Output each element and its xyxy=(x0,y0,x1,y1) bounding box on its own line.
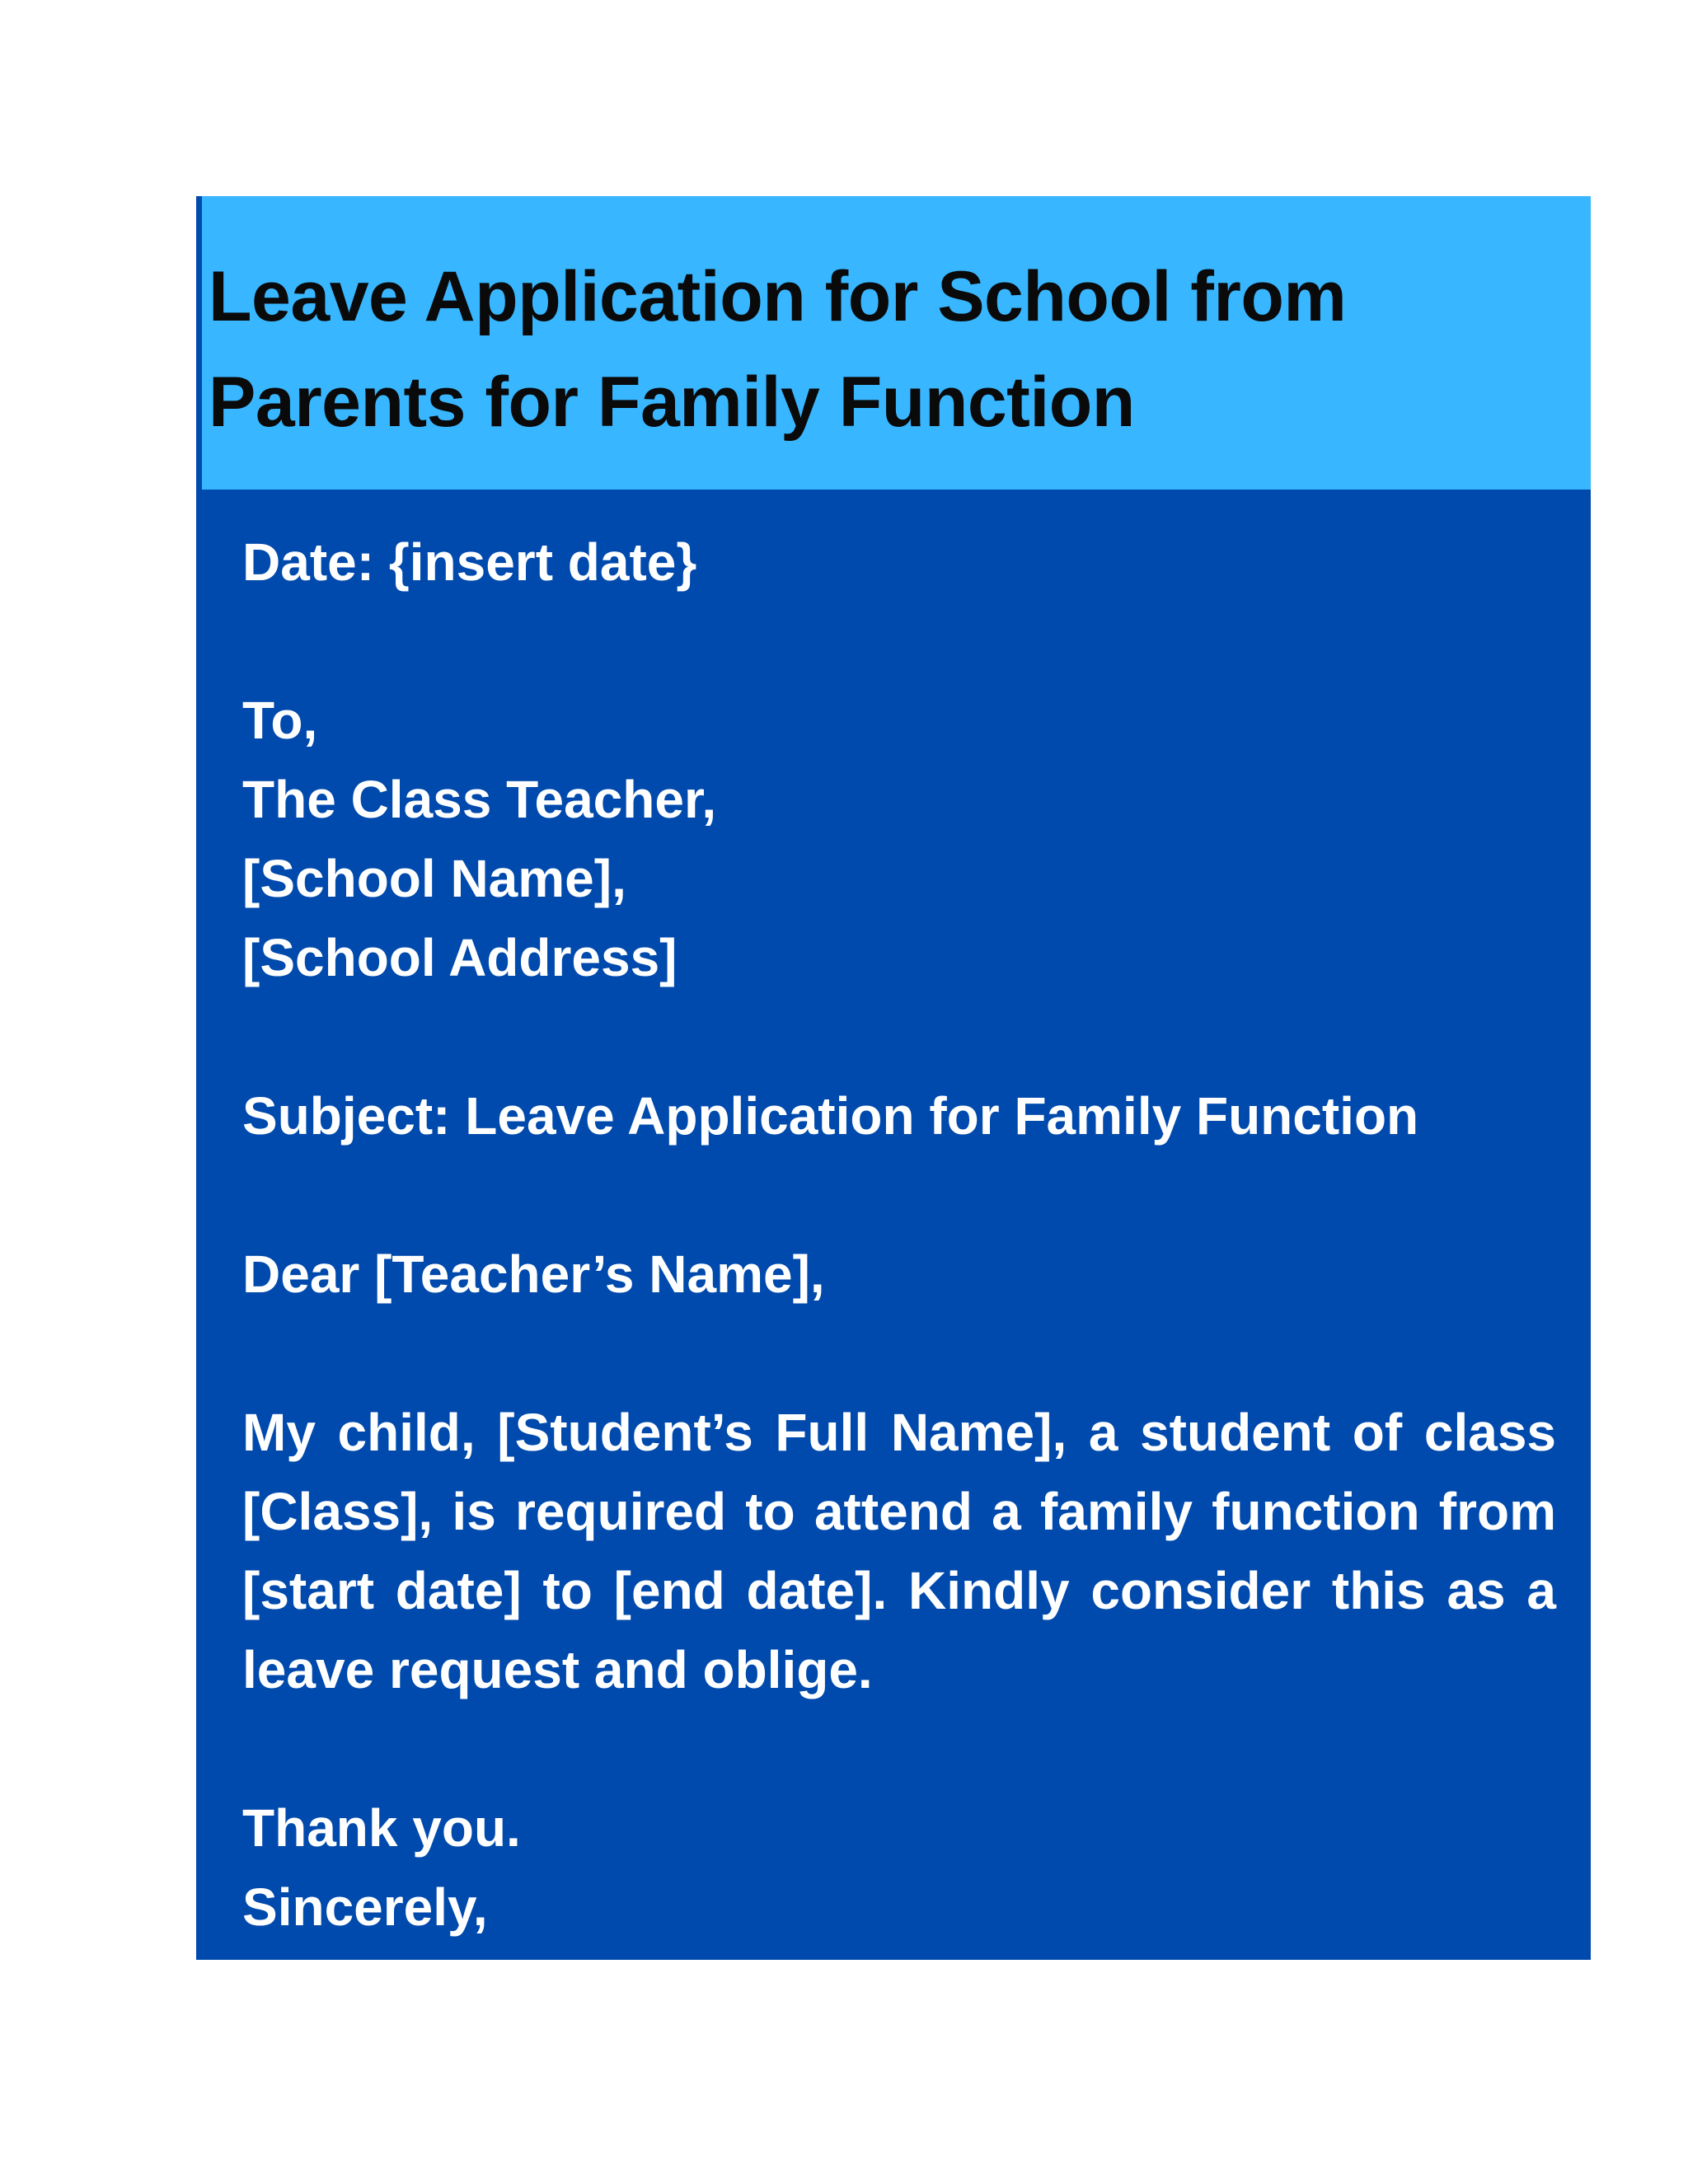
body-paragraph: My child, [Student’s Full Name], a student of class [Class], is required to attend a family function from [start date] to [end date]. Kindly consider this as a leave request and oblige. xyxy=(242,1403,1556,1699)
recipient-title: The Class Teacher, xyxy=(242,770,717,829)
leave-application-card xyxy=(196,196,1591,1960)
salutation: Dear [Teacher’s Name], xyxy=(242,1244,825,1304)
school-name: [School Name], xyxy=(242,849,626,908)
page-title: Leave Application for School from Parents for Family Function xyxy=(209,257,1347,442)
letter-body xyxy=(242,523,1556,1947)
card-header xyxy=(202,196,1591,490)
spacer xyxy=(242,1155,1556,1235)
spacer xyxy=(242,997,1556,1076)
thanks-line: Thank you. xyxy=(242,1798,521,1858)
spacer xyxy=(242,1709,1556,1788)
spacer xyxy=(242,602,1556,681)
date-line: Date: {insert date} xyxy=(242,532,697,592)
school-address: [School Address] xyxy=(242,928,678,987)
to-label: To, xyxy=(242,691,318,750)
subject-line: Subject: Leave Application for Family Function xyxy=(242,1086,1419,1146)
spacer xyxy=(242,1314,1556,1393)
closing-line: Sincerely, xyxy=(242,1877,488,1937)
